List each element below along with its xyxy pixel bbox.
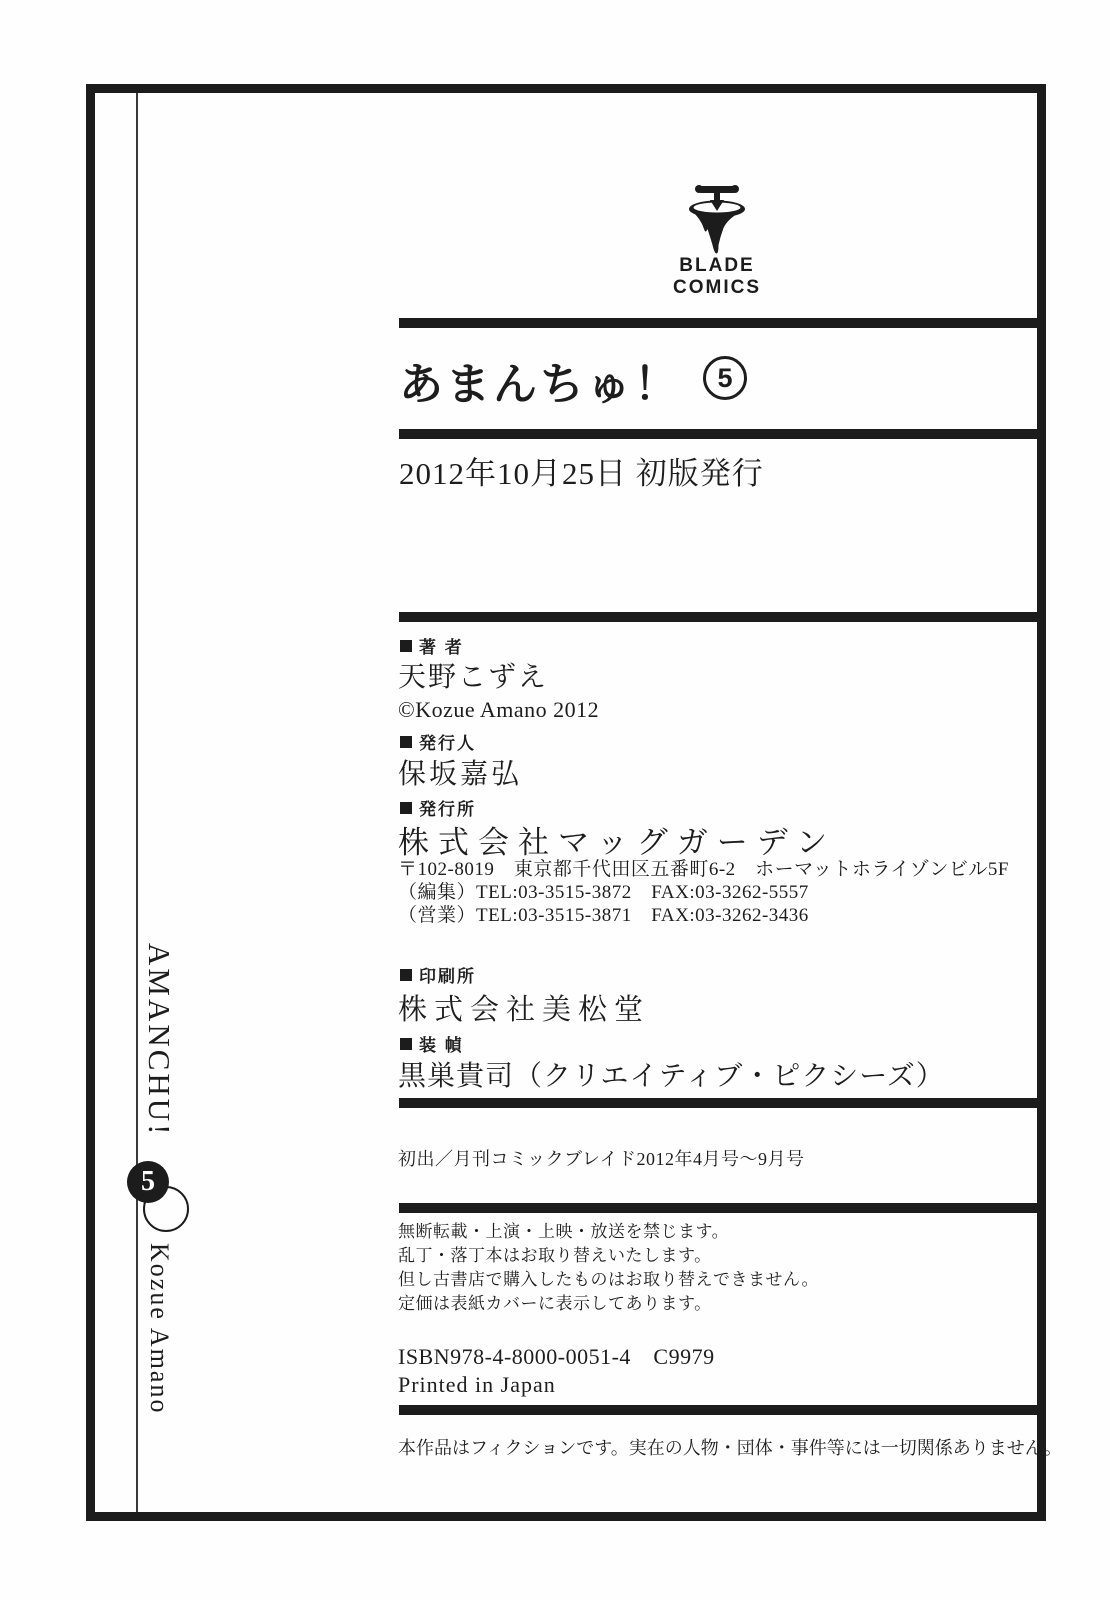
square-bullet-icon xyxy=(400,640,412,652)
volume-badge xyxy=(703,356,747,400)
printer-name: 株式会社美松堂 xyxy=(398,994,651,1026)
divider-below-credits xyxy=(399,1098,1037,1108)
dripping-cup-icon xyxy=(685,184,749,254)
legal-notices xyxy=(398,1220,819,1316)
spine-author-romaji: Kozue Amano xyxy=(145,1243,174,1415)
isbn-line: ISBN978-4-8000-0051-4 C9979 xyxy=(398,1344,715,1369)
notice-line: 乱丁・落丁本はお取り替えいたします。 xyxy=(398,1246,712,1265)
divider-below-title xyxy=(399,429,1037,439)
fiction-disclaimer: 本作品はフィクションです。実在の人物・団体・事件等には一切関係ありません。 xyxy=(398,1438,1062,1458)
publisher-address: 〒102-8019 東京都千代田区五番町6-2 ホーマットホライゾンビル5F xyxy=(398,859,1009,880)
designer-name: 黒巣貴司（クリエイティブ・ピクシーズ） xyxy=(398,1061,945,1092)
printed-in-japan: Printed in Japan xyxy=(398,1372,556,1397)
book-title xyxy=(399,348,747,412)
square-bullet-icon xyxy=(400,969,412,981)
notice-line: 定価は表紙カバーに表示してあります。 xyxy=(398,1294,712,1313)
publisher-person-name: 保坂嘉弘 xyxy=(398,759,523,790)
edition-date: 2012年10月25日 初版発行 xyxy=(399,456,764,491)
spine-volume-number: 5 xyxy=(141,1166,155,1197)
section-label-text: 装 幀 xyxy=(419,1036,464,1055)
blade-comics-logo xyxy=(656,184,778,298)
book-title-text: あまんちゅ！ xyxy=(399,360,681,409)
author-name: 天野こずえ xyxy=(398,662,549,693)
first-publication-line: 初出／月刊コミックブレイド2012年4月号～9月号 xyxy=(398,1149,805,1169)
spine-volume-badge xyxy=(127,1161,169,1203)
publisher-tel-sales: （営業）TEL:03-3515-3871 FAX:03-3262-3436 xyxy=(398,905,809,926)
imprint-name-line1: BLADE xyxy=(679,255,755,276)
publisher-address-block xyxy=(398,858,1009,927)
publisher-company-name: 株式会社マッグガーデン xyxy=(398,825,837,860)
spine-title-romaji: AMANCHU! xyxy=(142,943,177,1138)
section-label-publisher-person xyxy=(400,729,476,754)
imprint-name-line2: COMICS xyxy=(673,277,761,298)
spine-divider-line xyxy=(136,93,138,1512)
divider-above-title xyxy=(399,318,1037,328)
square-bullet-icon xyxy=(400,802,412,814)
section-label-printer xyxy=(400,962,476,987)
square-bullet-icon xyxy=(400,1038,412,1050)
notice-line: 無断転載・上演・上映・放送を禁じます。 xyxy=(398,1222,730,1241)
square-bullet-icon xyxy=(400,736,412,748)
volume-number: 5 xyxy=(717,362,733,393)
section-label-text: 印刷所 xyxy=(419,967,476,986)
section-label-text: 発行所 xyxy=(419,800,476,819)
section-label-text: 著 者 xyxy=(419,638,464,657)
section-label-text: 発行人 xyxy=(419,734,476,753)
divider-below-firstpub xyxy=(399,1203,1037,1213)
divider-above-disclaimer xyxy=(399,1405,1037,1415)
notice-line: 但し古書店で購入したものはお取り替えできません。 xyxy=(398,1270,820,1289)
copyright-line: ©Kozue Amano 2012 xyxy=(398,697,600,722)
divider-below-date xyxy=(399,612,1037,622)
publisher-tel-editorial: （編集）TEL:03-3515-3872 FAX:03-3262-5557 xyxy=(398,882,809,903)
section-label-design xyxy=(400,1031,464,1056)
